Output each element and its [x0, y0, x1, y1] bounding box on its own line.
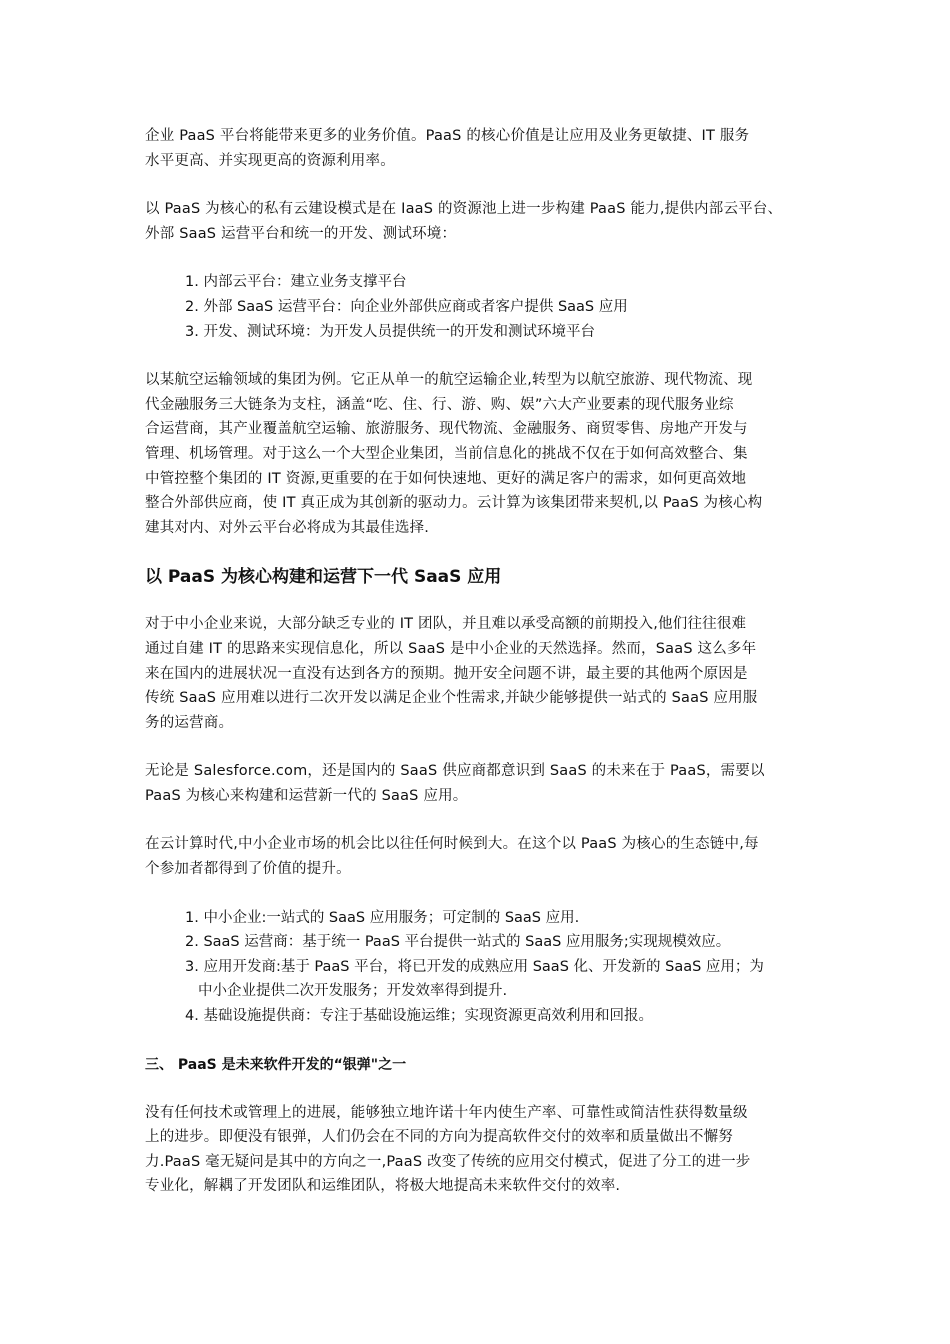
text-line: 传统 SaaS 应用难以进行二次开发以满足企业个性需求,并缺少能够提供一站式的 SaaS 应用服	[145, 690, 758, 707]
paragraph-salesforce	[145, 759, 815, 808]
paragraph-ecosystem	[145, 832, 815, 881]
list-item-text: 4. 基础设施提供商：专注于基础设施运维；实现资源更高效利用和回报。	[185, 1008, 653, 1025]
list-item-text: 3. 开发、测试环境：为开发人员提供统一的开发和测试环境平台	[185, 323, 595, 340]
participant-list	[145, 906, 815, 1029]
list-item-text: 3. 应用开发商:基于 PaaS 平台，将已开发的成熟应用 SaaS 化、开发新的 SaaS 应用；为	[185, 958, 764, 975]
text-line: PaaS 为核心来构建和运营新一代的 SaaS 应用。	[145, 787, 468, 804]
list-item	[145, 1004, 815, 1029]
paragraph-private-cloud	[145, 197, 815, 246]
text-line: 水平更高、并实现更高的资源利用率。	[145, 152, 395, 169]
section-heading-silver-bullet: 三、 PaaS 是未来软件开发的“银弹"之一	[145, 1056, 407, 1073]
text-line: 合运营商，其产业覆盖航空运输、旅游服务、现代物流、金融服务、商贸零售、房地产开发与	[145, 421, 748, 438]
platform-list	[145, 270, 815, 344]
list-item	[145, 955, 815, 1004]
text-line: 个参加者都得到了价值的提升。	[145, 861, 351, 878]
text-line: 以 PaaS 为核心的私有云建设模式是在 IaaS 的资源池上进一步构建 PaaS 能力,提供内部云平台、	[145, 201, 783, 218]
list-item	[145, 295, 815, 320]
text-line: 整合外部供应商，使 IT 真正成为其创新的驱动力。云计算为该集团带来契机,以 PaaS 为核心构	[145, 495, 763, 512]
list-item-text: 2. SaaS 运营商：基于统一 PaaS 平台提供一站式的 SaaS 应用服务;实现规模效应。	[185, 934, 731, 951]
text-line: 外部 SaaS 运营平台和统一的开发、测试环境：	[145, 225, 457, 242]
list-item	[145, 930, 815, 955]
text-line: 建其对内、对外云平台必将成为其最佳选择.	[145, 519, 430, 536]
list-item	[145, 270, 815, 295]
text-line: 管理、机场管理。对于这么一个大型企业集团，当前信息化的挑战不仅在于如何高效整合、集	[145, 445, 748, 462]
list-item-text: 1. 内部云平台：建立业务支撑平台	[185, 274, 407, 291]
text-line: 企业 PaaS 平台将能带来更多的业务价值。PaaS 的核心价值是让应用及业务更敏捷、IT 服务	[145, 128, 750, 144]
list-item-text: 2. 外部 SaaS 运营平台：向企业外部供应商或者客户提供 SaaS 应用	[185, 298, 628, 315]
document-body	[145, 124, 815, 1223]
paragraph-sme	[145, 612, 815, 735]
list-item-text: 1. 中小企业:一站式的 SaaS 应用服务；可定制的 SaaS 应用.	[185, 909, 580, 926]
text-line: 没有任何技术或管理上的进展，能够独立地许诺十年内使生产率、可靠性或简洁性获得数量级	[145, 1104, 748, 1121]
text-line: 来在国内的进展状况一直没有达到各方的预期。抛开安全问题不讲，最主要的其他两个原因是	[145, 665, 748, 682]
text-line: 上的进步。即便没有银弹，人们仍会在不同的方向为提高软件交付的效率和质量做出不懈努	[145, 1129, 733, 1146]
text-line: 通过自建 IT 的思路来实现信息化，所以 SaaS 是中小企业的天然选择。然而，SaaS 这么多年	[145, 640, 757, 657]
list-item	[145, 906, 815, 931]
list-item	[145, 320, 815, 345]
text-line: 无论是 Salesforce.com，还是国内的 SaaS 供应商都意识到 SaaS 的未来在于 PaaS，需要以	[145, 763, 765, 780]
section-heading-saas: 以 PaaS 为核心构建和运营下一代 SaaS 应用	[145, 567, 502, 588]
list-item-text-continued: 中小企业提供二次开发服务；开发效率得到提升.	[198, 983, 508, 1000]
paragraph-aviation-example	[145, 368, 815, 540]
text-line: 力.PaaS 毫无疑问是其中的方向之一,PaaS 改变了传统的应用交付模式，促进了分工的进一步	[145, 1153, 751, 1170]
text-line: 在云计算时代,中小企业市场的机会比以往任何时候到大。在这个以 PaaS 为核心的生态链中,每	[145, 836, 759, 853]
text-line: 以某航空运输领域的集团为例。它正从单一的航空运输企业,转型为以航空旅游、现代物流、现	[145, 372, 753, 389]
text-line: 代金融服务三大链条为支柱，涵盖“吃、住、行、游、购、娱”六大产业要素的现代服务业综	[145, 396, 734, 413]
text-line: 对于中小企业来说，大部分缺乏专业的 IT 团队，并且难以承受高额的前期投入,他们往往很难	[145, 616, 747, 633]
paragraph-paas-value	[145, 124, 815, 173]
paragraph-silver-bullet	[145, 1101, 815, 1199]
text-line: 中管控整个集团的 IT 资源,更重要的在于如何快速地、更好的满足客户的需求，如何更高效地	[145, 470, 747, 487]
text-line: 专业化，解耦了开发团队和运维团队，将极大地提高未来软件交付的效率.	[145, 1178, 621, 1195]
text-line: 务的运营商。	[145, 714, 234, 731]
